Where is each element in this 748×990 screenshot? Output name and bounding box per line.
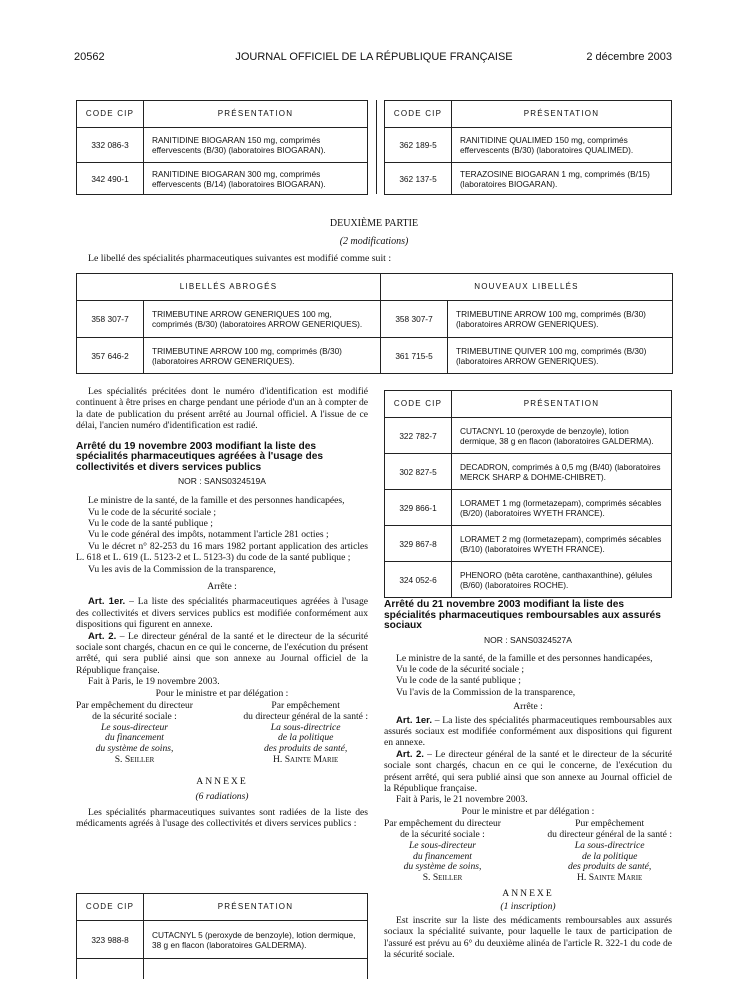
visa: Vu le code de la sécurité sociale ;	[396, 663, 525, 675]
code-cip: 302 827-5	[385, 454, 452, 490]
visa: Vu le code général des impôts, notamment l'article 281 octies ;	[88, 529, 329, 541]
column-header: PRÉSENTATION	[144, 101, 368, 128]
table-right	[384, 390, 672, 598]
annexe-text: Les spécialités pharmaceutiques suivantes sont radiées de la liste des médicaments agréés à l'usage des collectivités et divers services publics :	[76, 806, 368, 830]
signature-right	[547, 819, 672, 884]
nor-reference: NOR : SANS0324527A	[484, 634, 572, 645]
sig-line: des produits de santé,	[264, 743, 348, 755]
header-date: 2 décembre 2003	[586, 51, 672, 63]
sig-line: du directeur général de la santé :	[547, 828, 672, 840]
table-row	[385, 562, 672, 598]
signatures	[384, 819, 672, 884]
old-code: 357 646-2	[77, 338, 144, 374]
column-header: CODE CIP	[385, 101, 452, 128]
left-column	[76, 386, 368, 829]
column-divider	[376, 100, 377, 194]
column-header: NOUVEAUX LIBELLÉS	[381, 274, 673, 301]
article-label: Art. 1er.	[396, 714, 433, 726]
annexe-subtitle: (1 inscription)	[500, 901, 556, 913]
annexe-text: Est inscrite sur la liste des médicaments remboursables aux assurés sociaux la spécialité suivante, pour laquelle le taux de participation de l'assuré est prévu au 6° du deuxième alinéa de l'article R. 322-1 du code de la sécurité sociale.	[384, 914, 672, 960]
partie-intro: Le libellé des spécialités pharmaceutiques suivantes est modifié comme suit :	[88, 253, 392, 264]
visa: Vu le décret n° 82-253 du 16 mars 1982 portant application des articles L. 618 et L. 619 (L. 5123-2 et L. 5123-3) du code de la santé publique ;	[76, 540, 368, 564]
article-2	[384, 749, 672, 795]
arrete-title: Arrêté du 19 novembre 2003 modifiant la liste des spécialités pharmaceutiques agréées à l'usage des collectivités et divers services publics	[76, 440, 324, 473]
table-row	[77, 128, 368, 163]
presentation: LORAMET 1 mg (lormetazepam), comprimés sécables (B/20) (laboratoires WYETH FRANCE).	[452, 490, 672, 526]
article-2	[76, 631, 368, 677]
sig-line: de la sécurité sociale :	[400, 828, 485, 840]
sig-line: du système de soins,	[95, 743, 174, 755]
old-label: TRIMEBUTINE ARROW GENERIQUES 100 mg, comprimés (B/30) (laboratoires ARROW GENERIQUES).	[144, 301, 381, 338]
code-cip: 332 086-3	[77, 128, 144, 163]
signature-right	[243, 701, 368, 766]
partie-subtitle: (2 modifications)	[339, 236, 409, 247]
presentation: RANITIDINE BIOGARAN 300 mg, comprimés effervescents (B/14) (laboratoires BIOGARAN).	[144, 163, 368, 195]
old-code: 358 307-7	[77, 301, 144, 338]
arrete-label: Arrête :	[207, 580, 237, 592]
article-label: Art. 2.	[396, 748, 424, 760]
presentation: CUTACNYL 5 (peroxyde de benzoyle), lotion dermique, 38 g en flacon (laboratoires GALDERMA).	[144, 921, 368, 959]
annexe-title: ANNEXE	[502, 887, 554, 899]
table-radiations	[76, 893, 368, 979]
sig-line: du directeur général de la santé :	[243, 710, 368, 722]
column-header: PRÉSENTATION	[452, 101, 672, 128]
code-cip: 322 782-7	[385, 418, 452, 454]
sig-line: Le sous-directeur	[408, 839, 476, 851]
annexe-title: ANNEXE	[196, 775, 248, 787]
minister: Le ministre de la santé, de la famille et des personnes handicapées,	[88, 495, 345, 507]
presentation: TERAZOSINE BIOGARAN 1 mg, comprimés (B/15) (laboratoires BIOGARAN).	[452, 163, 672, 195]
table-cell-empty	[77, 959, 144, 979]
arrete-title: Arrêté du 21 novembre 2003 modifiant la liste des spécialités pharmaceutiques remboursables aux assurés sociaux	[384, 599, 661, 631]
minister: Le ministre de la santé, de la famille et des personnes handicapées,	[396, 652, 653, 664]
journal-title: JOURNAL OFFICIEL DE LA RÉPUBLIQUE FRANÇAISE	[235, 51, 513, 63]
code-cip: 342 490-1	[77, 163, 144, 195]
sig-line: Par empêchement	[271, 700, 340, 712]
fait-a-paris: Fait à Paris, le 19 novembre 2003.	[88, 676, 220, 688]
annexe-subtitle: (6 radiations)	[195, 791, 249, 803]
table-row	[385, 490, 672, 526]
code-cip: 329 866-1	[385, 490, 452, 526]
visa: Vu l'avis de la Commission de la transparence,	[396, 686, 576, 698]
code-cip: 329 867-8	[385, 526, 452, 562]
signature-left	[76, 701, 193, 766]
column-header: CODE CIP	[77, 894, 144, 921]
table-libelles	[76, 273, 673, 374]
sig-line: du financement	[413, 850, 472, 862]
sig-line: La sous-directrice	[270, 721, 341, 733]
pour-le-ministre: Pour le ministre et par délégation :	[155, 687, 289, 699]
sig-line: Par empêchement du directeur	[76, 700, 193, 712]
code-cip: 362 189-5	[385, 128, 452, 163]
sig-line: La sous-directrice	[574, 839, 645, 851]
sig-line: de la politique	[277, 732, 334, 744]
article-text: – Le directeur général de la santé et le directeur de la sécurité sociale sont chargés, chacun en ce qui le concerne, de l'exécution du présent arrêté, qui sera publié ainsi que son annexe au Journal officiel de la République française.	[76, 630, 368, 676]
visa: Vu le code de la sécurité sociale ;	[88, 506, 217, 518]
table-row	[385, 128, 672, 163]
right-column	[384, 600, 672, 960]
presentation: DECADRON, comprimés à 0,5 mg (B/40) (laboratoires MERCK SHARP & DOHME-CHIBRET).	[452, 454, 672, 490]
table-row	[77, 338, 673, 374]
signatory: S. Seiller	[114, 754, 155, 766]
partie-title: DEUXIÈME PARTIE	[329, 218, 419, 229]
visa: Vu les avis de la Commission de la transparence,	[88, 563, 276, 575]
old-label: TRIMEBUTINE ARROW 100 mg, comprimés (B/30) (laboratoires ARROW GENERIQUES).	[144, 338, 381, 374]
table-row	[77, 301, 673, 338]
code-cip: 362 137-5	[385, 163, 452, 195]
article-label: Art. 1er.	[88, 596, 126, 608]
presentation: PHENORO (bêta carotène, canthaxanthine), gélules (B/60) (laboratoires ROCHE).	[452, 562, 672, 598]
column-header: LIBELLÉS ABROGÉS	[77, 274, 381, 301]
table-row	[385, 418, 672, 454]
fait-a-paris: Fait à Paris, le 21 novembre 2003.	[396, 794, 528, 806]
sig-line: Par empêchement du directeur	[384, 818, 501, 830]
presentation: RANITIDINE QUALIMED 150 mg, comprimés effervescents (B/30) (laboratoires QUALIMED).	[452, 128, 672, 163]
article-1	[76, 596, 368, 630]
code-cip: 324 052-6	[385, 562, 452, 598]
sig-line: Pur empêchement	[575, 818, 645, 830]
table-row	[385, 526, 672, 562]
table-row	[385, 163, 672, 195]
table-top-left	[76, 100, 368, 195]
code-cip: 323 988-8	[77, 921, 144, 959]
table-cell-empty	[144, 959, 368, 979]
new-label: TRIMEBUTINE QUIVER 100 mg, comprimés (B/30) (laboratoires ARROW GENERIQUES).	[448, 338, 673, 374]
article-text: – La liste des spécialités pharmaceutiques agréées à l'usage des collectivités et divers services publics est modifiée conformément aux dispositions qui figurent en annexe.	[76, 596, 368, 631]
column-header: CODE CIP	[385, 391, 452, 418]
visa: Vu le code de la santé publique ;	[88, 517, 213, 529]
new-code: 358 307-7	[381, 301, 448, 338]
arrete-label: Arrête :	[513, 701, 543, 713]
presentation: RANITIDINE BIOGARAN 150 mg, comprimés effervescents (B/30) (laboratoires BIOGARAN).	[144, 128, 368, 163]
presentation: CUTACNYL 10 (peroxyde de benzoyle), lotion dermique, 38 g en flacon (laboratoires GALDERMA).	[452, 418, 672, 454]
page-number: 20562	[74, 51, 105, 63]
presentation: LORAMET 2 mg (lormetazepam), comprimés sécables (B/10) (laboratoires WYETH FRANCE).	[452, 526, 672, 562]
article-text: – Le directeur général de la santé et le directeur de la sécurité sociale sont chargés, chacun en ce qui le concerne, de l'exécution du présent arrêté, qui sera publié ainsi que son annexe au Journal officiel de la République française.	[384, 748, 672, 794]
sig-line: du financement	[105, 732, 164, 744]
new-label: TRIMEBUTINE ARROW 100 mg, comprimés (B/30) (laboratoires ARROW GENERIQUES).	[448, 301, 673, 338]
new-code: 361 715-5	[381, 338, 448, 374]
signatures	[76, 701, 368, 766]
sig-line: Le sous-directeur	[100, 721, 168, 733]
column-header: PRÉSENTATION	[452, 391, 672, 418]
table-row	[77, 959, 368, 979]
signatory: H. Sainte Marie	[577, 872, 643, 884]
column-header: PRÉSENTATION	[144, 894, 368, 921]
pour-le-ministre: Pour le ministre et par délégation :	[461, 805, 595, 817]
sig-line: de la sécurité sociale :	[92, 710, 177, 722]
table-row	[385, 454, 672, 490]
article-text: – La liste des spécialités pharmaceutiques remboursables aux assurés sociaux est modifiée conformément aux dispositions qui figurent en annexe.	[384, 714, 672, 749]
sig-line: du système de soins,	[403, 861, 482, 873]
sig-line: de la politique	[581, 850, 638, 862]
table-row	[77, 921, 368, 959]
signature-left	[384, 819, 501, 884]
paragraph: Les spécialités précitées dont le numéro d'identification est modifié continuent à être prises en charge pendant une période d'un an à compter de la date de publication du présent arrêté au Journal officiel. A l'issue de ce délai, l'ancien numéro d'identification est radié.	[76, 386, 368, 432]
nor-reference: NOR : SANS0324519A	[178, 476, 266, 487]
visa: Vu le code de la santé publique ;	[396, 675, 521, 687]
signatory: H. Sainte Marie	[273, 754, 339, 766]
article-label: Art. 2.	[88, 630, 117, 642]
table-row	[77, 163, 368, 195]
signatory: S. Seiller	[422, 872, 463, 884]
table-top-right	[384, 100, 672, 195]
column-header: CODE CIP	[77, 101, 144, 128]
article-1	[384, 715, 672, 749]
sig-line: des produits de santé,	[568, 861, 652, 873]
